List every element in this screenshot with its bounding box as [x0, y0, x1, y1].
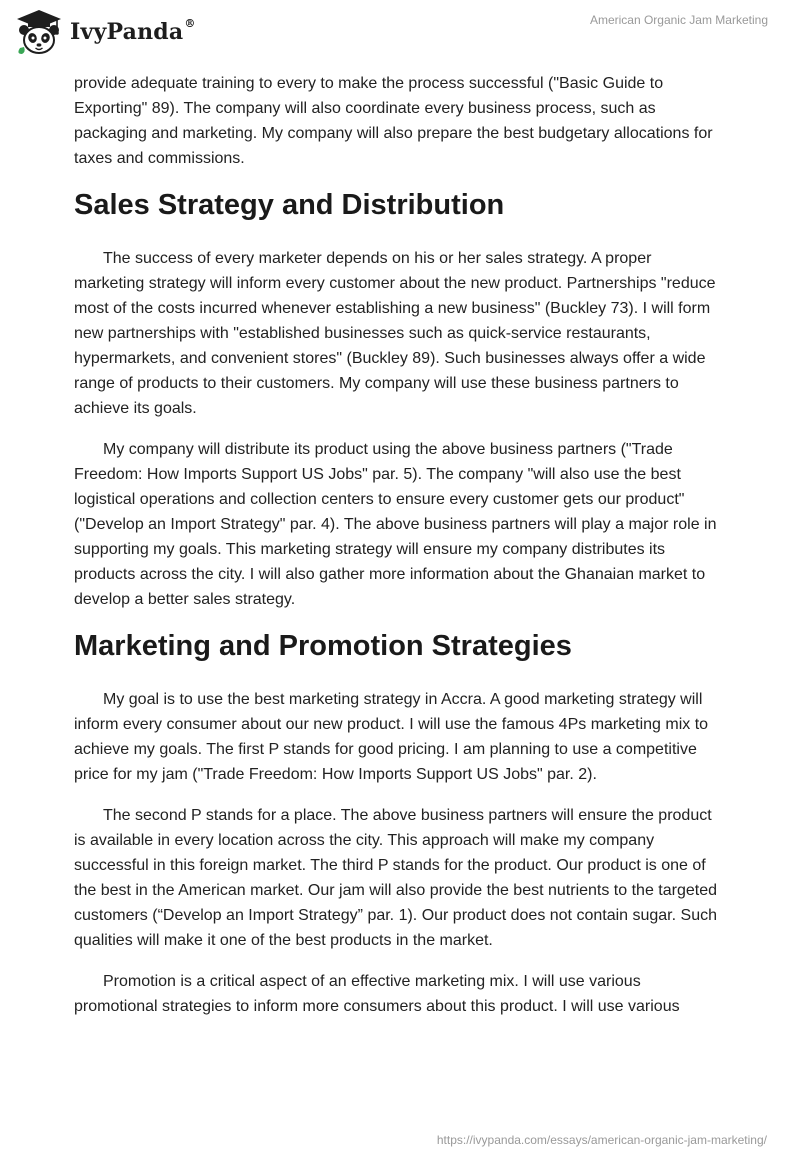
- page-header: [0, 0, 800, 70]
- logo-text: IvyPanda®: [70, 17, 196, 45]
- registered-mark: ®: [184, 17, 196, 30]
- paragraph: The second P stands for a place. The above business partners will ensure the product is available in every location across the city. This approach will make my company successful in this foreign market. The third P stands for the product. Our product is one of the best in the American market. Our jam will also provide the best nutrients to the targeted customers (“Develop an Import Strategy” par. 1). Our product does not contain sugar. Such qualities will make it one of the best products in the market.: [74, 807, 717, 949]
- essay-content: [74, 71, 726, 1019]
- document-title: American Organic Jam Marketing: [589, 13, 768, 27]
- source-url[interactable]: https://ivypanda.com/essays/american-organic-jam-marketing/: [436, 1133, 767, 1147]
- panda-graduate-icon: [14, 8, 64, 56]
- section-heading-sales: Sales Strategy and Distribution: [74, 189, 505, 221]
- section-heading-marketing: Marketing and Promotion Strategies: [74, 630, 572, 662]
- paragraph: My goal is to use the best marketing strategy in Accra. A good marketing strategy will inform every consumer about our new product. I will use the famous 4Ps marketing mix to achieve my goals. The first P stands for good pricing. I am planning to use a competitive price for my jam ("Trade Freedom: How Imports Support US Jobs" par. 2).: [74, 691, 709, 783]
- paragraph: Promotion is a critical aspect of an effective marketing mix. I will use various promotional strategies to inform more consumers about this product. I will use various: [74, 973, 680, 1015]
- intro-paragraph: provide adequate training to every to make the process successful ("Basic Guide to Exporting" 89). The company will also coordinate every business process, such as packaging and marketing. My company will also prepare the best budgetary allocations for taxes and commissions.: [74, 75, 713, 167]
- paragraph: The success of every marketer depends on his or her sales strategy. A proper marketing strategy will inform every customer about the new product. Partnerships "reduce most of the costs incurred whenever establishing a new business" (Buckley 73). I will form new partnerships with "established businesses such as quick-service restaurants, hypermarkets, and convenient stores" (Buckley 89). Such businesses always offer a wide range of products to their customers. My company will use these business partners to achieve its goals.: [74, 250, 716, 417]
- ivypanda-logo[interactable]: [14, 8, 196, 56]
- paragraph: My company will distribute its product using the above business partners ("Trade Freedom: How Imports Support US Jobs" par. 5). The company "will also use the best logistical operations and collection centers to ensure every customer gets our product" ("Develop an Import Strategy" par. 4). The above business partners will play a major role in supporting my goals. This marketing strategy will ensure my company distributes its products across the city. I will also gather more information about the Ghanaian market to develop a better sales strategy.: [74, 441, 717, 608]
